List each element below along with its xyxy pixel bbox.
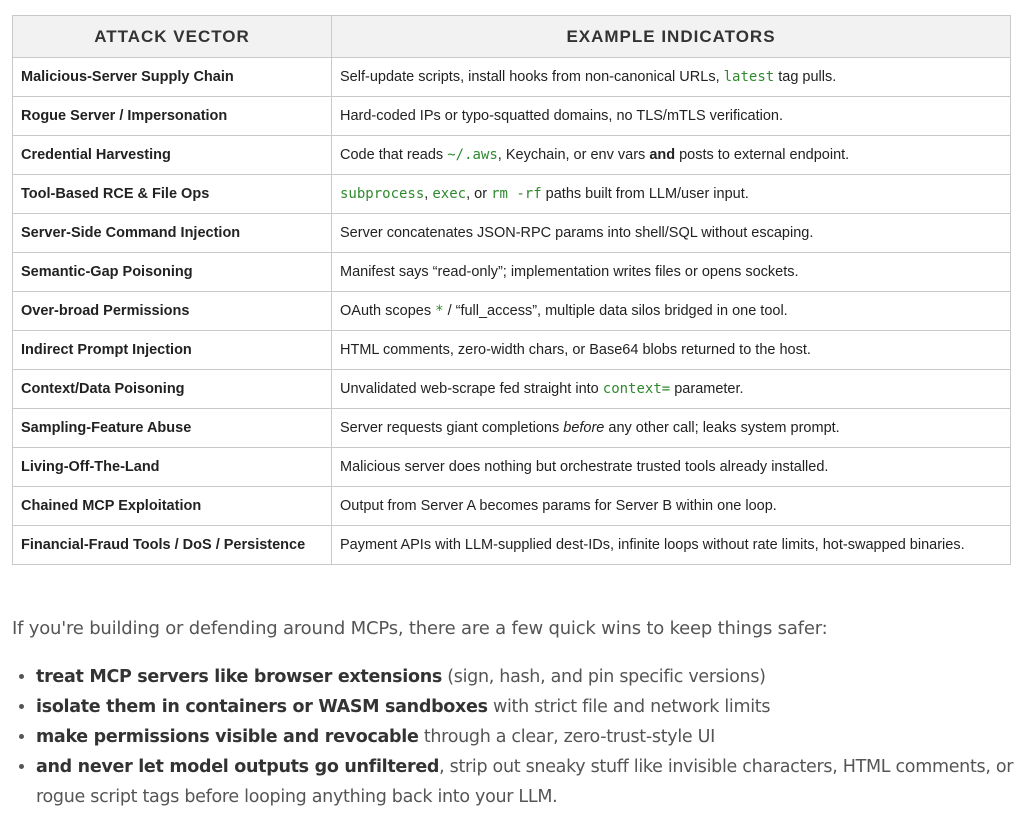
code-snippet: subprocess	[340, 186, 425, 202]
table-row	[13, 409, 1011, 448]
indicator-cell	[332, 292, 1011, 331]
tip-bold-text: and never let model outputs go unfiltered	[36, 757, 440, 777]
indicator-italic-text: before	[563, 420, 605, 436]
indicator-text: posts to external endpoint.	[675, 147, 850, 163]
tip-bold-text: isolate them in containers or WASM sandboxes	[36, 697, 488, 717]
attack-vector-cell: Indirect Prompt Injection	[13, 331, 332, 370]
attack-vector-cell: Rogue Server / Impersonation	[13, 97, 332, 136]
indicator-cell	[332, 136, 1011, 175]
code-snippet: ~/.aws	[447, 147, 498, 163]
attack-vector-cell: Context/Data Poisoning	[13, 370, 332, 409]
indicator-text: HTML comments, zero-width chars, or Base64 blobs returned to the host.	[340, 342, 811, 358]
tip-text: through a clear, zero-trust-style UI	[418, 727, 715, 747]
indicator-text: Malicious server does nothing but orchestrate trusted tools already installed.	[340, 459, 829, 475]
indicator-text: , Keychain, or env vars	[497, 147, 650, 163]
tip-text: , strip out sneaky stuff like invisible characters, HTML comments, or rogue script tags before looping anything back into your LLM.	[36, 757, 1014, 807]
indicator-text: Unvalidated web-scrape fed straight into	[340, 381, 603, 397]
indicator-cell	[332, 58, 1011, 97]
tip-text: with strict file and network limits	[487, 697, 771, 717]
table-row	[13, 487, 1011, 526]
list-item	[36, 662, 1024, 692]
list-item	[36, 692, 1024, 722]
indicator-cell	[332, 97, 1011, 136]
attack-vector-table-container	[12, 15, 1010, 565]
indicator-text: ,	[424, 186, 433, 202]
tips-list	[12, 662, 1024, 812]
table-row	[13, 214, 1011, 253]
indicator-cell	[332, 370, 1011, 409]
indicator-text: Output from Server A becomes params for Server B within one loop.	[340, 498, 777, 514]
indicator-text: Server requests giant completions	[340, 420, 564, 436]
indicator-cell	[332, 253, 1011, 292]
attack-vector-cell: Malicious-Server Supply Chain	[13, 58, 332, 97]
indicator-text: OAuth scopes	[340, 303, 436, 319]
table-row	[13, 448, 1011, 487]
list-item	[36, 722, 1024, 752]
code-snippet: *	[435, 303, 444, 319]
attack-vector-cell: Chained MCP Exploitation	[13, 487, 332, 526]
indicator-text: / “full_access”, multiple data silos bridged in one tool.	[443, 303, 788, 319]
indicator-bold-text: and	[649, 147, 676, 163]
indicator-cell	[332, 331, 1011, 370]
table-row	[13, 253, 1011, 292]
header-attack-vector: ATTACK VECTOR	[13, 16, 332, 58]
indicator-cell	[332, 526, 1011, 565]
table-row	[13, 175, 1011, 214]
indicator-text: tag pulls.	[774, 69, 837, 85]
table-header-row	[13, 16, 1011, 58]
attack-vector-table	[12, 15, 1011, 565]
indicator-text: Server concatenates JSON-RPC params into shell/SQL without escaping.	[340, 225, 814, 241]
tip-text: (sign, hash, and pin specific versions)	[441, 667, 766, 687]
tip-bold-text: make permissions visible and revocable	[36, 727, 419, 747]
code-snippet: latest	[723, 69, 775, 85]
table-row	[13, 136, 1011, 175]
code-snippet: rm -rf	[491, 186, 542, 202]
indicator-cell	[332, 448, 1011, 487]
indicator-cell	[332, 175, 1011, 214]
code-snippet: exec	[432, 186, 467, 202]
table-row	[13, 331, 1011, 370]
table-row	[13, 292, 1011, 331]
attack-vector-cell: Living-Off-The-Land	[13, 448, 332, 487]
indicator-text: Self-update scripts, install hooks from non-canonical URLs,	[340, 69, 724, 85]
indicator-text: paths built from LLM/user input.	[541, 186, 749, 202]
indicator-cell	[332, 214, 1011, 253]
code-snippet: context=	[602, 381, 671, 397]
table-row	[13, 58, 1011, 97]
attack-vector-cell: Financial-Fraud Tools / DoS / Persistence	[13, 526, 332, 565]
indicator-text: , or	[466, 186, 492, 202]
table-row	[13, 526, 1011, 565]
attack-vector-cell: Tool-Based RCE & File Ops	[13, 175, 332, 214]
table-row	[13, 97, 1011, 136]
indicator-text: any other call; leaks system prompt.	[604, 420, 840, 436]
indicator-cell	[332, 487, 1011, 526]
attack-vector-cell: Credential Harvesting	[13, 136, 332, 175]
table-row	[13, 370, 1011, 409]
intro-paragraph: If you're building or defending around MCPs, there are a few quick wins to keep things safer:	[12, 618, 828, 639]
indicator-text: Payment APIs with LLM-supplied dest-IDs, infinite loops without rate limits, hot-swapped binaries.	[340, 537, 965, 553]
attack-vector-cell: Sampling-Feature Abuse	[13, 409, 332, 448]
header-example-indicators: EXAMPLE INDICATORS	[332, 16, 1011, 58]
indicator-text: parameter.	[670, 381, 744, 397]
tip-bold-text: treat MCP servers like browser extensions	[36, 667, 442, 687]
indicator-text: Hard-coded IPs or typo-squatted domains, no TLS/mTLS verification.	[340, 108, 784, 124]
list-item	[36, 752, 1024, 812]
attack-vector-cell: Server-Side Command Injection	[13, 214, 332, 253]
indicator-text: Manifest says “read-only”; implementation writes files or opens sockets.	[340, 264, 799, 280]
attack-vector-cell: Semantic-Gap Poisoning	[13, 253, 332, 292]
indicator-cell	[332, 409, 1011, 448]
indicator-text: Code that reads	[340, 147, 448, 163]
attack-vector-cell: Over-broad Permissions	[13, 292, 332, 331]
